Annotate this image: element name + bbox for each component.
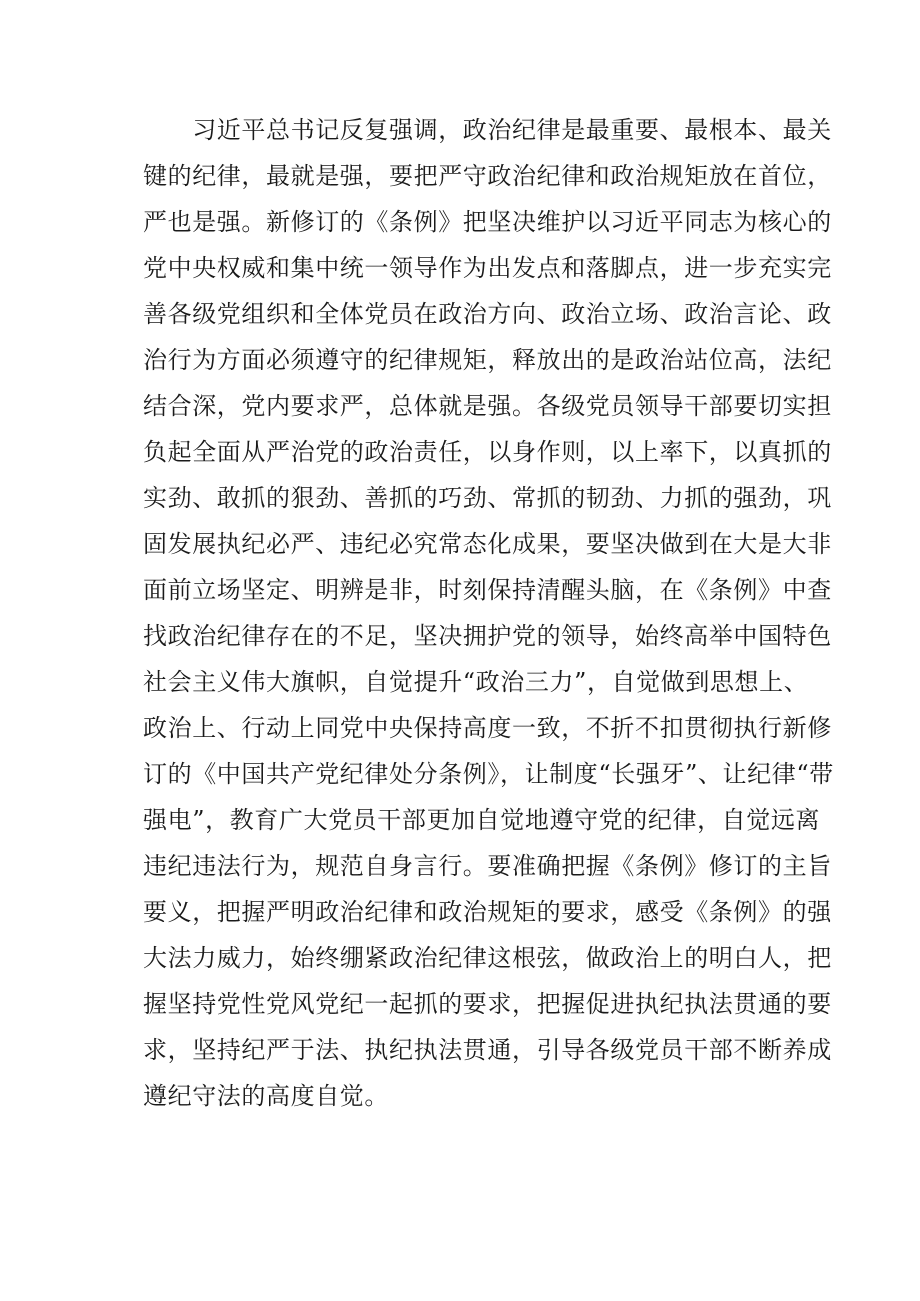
paragraph-line: 严也是强。新修订的《条例》把坚决维护以习近平同志为核心的 [143, 208, 832, 236]
paragraph-line: 键的纪律，最就是强，要把严守政治纪律和政治规矩放在首位， [143, 162, 832, 190]
paragraph-line: 社会主义伟大旗帜，自觉提升“政治三力”，自觉做到思想上、 [143, 668, 809, 696]
paragraph-line: 订的《中国共产党纪律处分条例》，让制度“长强牙”、让纪律“带 [143, 760, 834, 788]
paragraph-line: 党中央权威和集中统一领导作为出发点和落脚点，进一步充实完 [143, 254, 832, 282]
paragraph-line: 握坚持党性党风党纪一起抓的要求，把握促进执纪执法贯通的要 [143, 990, 832, 1018]
paragraph-line: 习近平总书记反复强调，政治纪律是最重要、最根本、最关 [143, 116, 832, 144]
paragraph-line: 遵纪守法的高度自觉。 [143, 1082, 389, 1110]
paragraph-line: 找政治纪律存在的不足，坚决拥护党的领导，始终高举中国特色 [143, 622, 832, 650]
paragraph-line: 固发展执纪必严、违纪必究常态化成果，要坚决做到在大是大非 [143, 530, 832, 558]
paragraph-line: 实劲、敢抓的狠劲、善抓的巧劲、常抓的韧劲、力抓的强劲，巩 [143, 484, 832, 512]
paragraph-line: 违纪违法行为，规范自身言行。要准确把握《条例》修订的主旨 [143, 852, 832, 880]
paragraph-line: 负起全面从严治党的政治责任，以身作则，以上率下，以真抓的 [143, 438, 832, 466]
paragraph-line: 善各级党组织和全体党员在政治方向、政治立场、政治言论、政 [143, 300, 832, 328]
paragraph-line: 大法力威力，始终绷紧政治纪律这根弦，做政治上的明白人，把 [143, 944, 832, 972]
paragraph-line: 面前立场坚定、明辨是非，时刻保持清醒头脑，在《条例》中查 [143, 576, 832, 604]
paragraph-line: 结合深，党内要求严，总体就是强。各级党员领导干部要切实担 [143, 392, 832, 420]
paragraph-line: 政治上、行动上同党中央保持高度一致，不折不扣贯彻执行新修 [143, 714, 832, 742]
paragraph-line: 求，坚持纪严于法、执纪执法贯通，引导各级党员干部不断养成 [143, 1036, 832, 1064]
paragraph-line: 治行为方面必须遵守的纪律规矩，释放出的是政治站位高，法纪 [143, 346, 832, 374]
paragraph-line: 强电”，教育广大党员干部更加自觉地遵守党的纪律，自觉远离 [143, 806, 821, 834]
paragraph-line: 要义，把握严明政治纪律和政治规矩的要求，感受《条例》的强 [143, 898, 832, 926]
